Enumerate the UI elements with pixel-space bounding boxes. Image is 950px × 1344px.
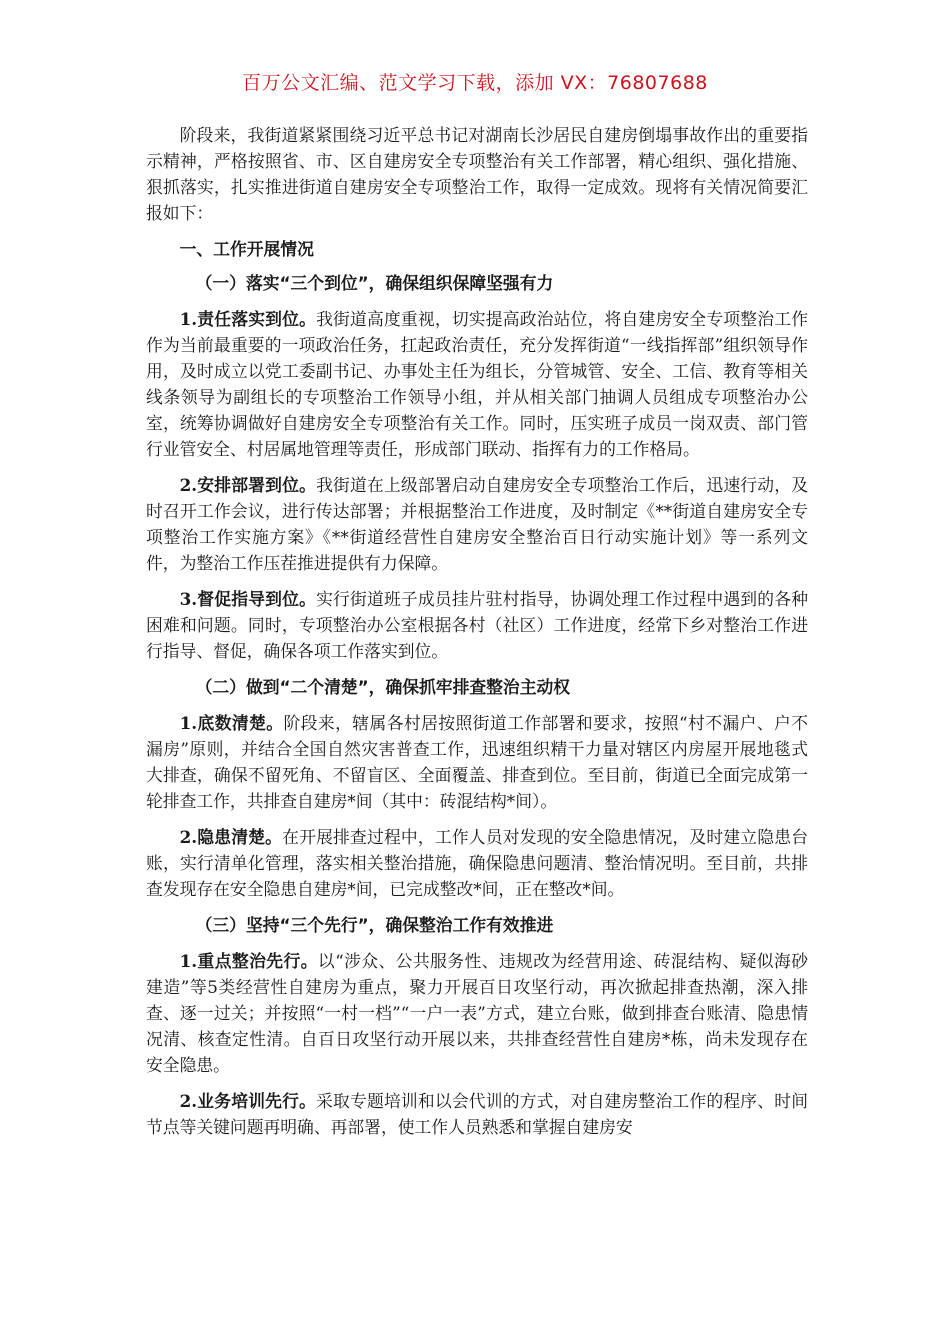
- list-item: [146, 1088, 808, 1140]
- item-heading: 1.重点整治先行。: [179, 951, 318, 971]
- list-item: [146, 710, 808, 814]
- subsection-heading: （一）落实“三个到位”，确保组织保障坚强有力: [195, 273, 554, 293]
- section-heading: 一、工作开展情况: [179, 239, 314, 259]
- list-item: [146, 824, 808, 902]
- header-banner: 百万公文汇编、范文学习下载，添加 VX：76807688: [242, 72, 708, 94]
- item-text: 以“涉众、公共服务性、违规改为经营用途、砖混结构、疑似海砂建造”等5类经营性自建房为重点，聚力开展百日攻坚行动，再次掀起排查热潮，深入排查、逐一过关；并按照“一村一档”“一户一表”方式，建立台账，做到排查台账清、隐患情况清、核查定性清。自百日攻坚行动开展以来，共排查经营性自建房*栋，尚未发现存在安全隐患。: [146, 951, 808, 1075]
- item-text: 我街道在上级部署启动自建房安全专项整治工作后，迅速行动，及时召开工作会议，进行传达部署；并根据整治工作进度，及时制定《**街道自建房安全专项整治工作实施方案》《**街道经营性自建房安全整治百日行动实施计划》等一系列文件，为整治工作压茬推进提供有力保障。: [146, 475, 808, 573]
- list-item: [146, 948, 808, 1078]
- item-heading: 2.业务培训先行。: [179, 1091, 317, 1111]
- item-text: 阶段来，辖属各村居按照街道工作部署和要求，按照“村不漏户、户不漏房”原则，并结合全国自然灾害普查工作，迅速组织精干力量对辖区内房屋开展地毯式大排查，确保不留死角、不留盲区、全面覆盖、排查到位。至目前，街道已全面完成第一轮排查工作，共排查自建房*间（其中：砖混结构*间）。: [146, 713, 808, 811]
- subsection-heading: （二）做到“二个清楚”，确保抓牢排查整治主动权: [195, 677, 571, 697]
- document-body: [146, 122, 808, 1150]
- item-heading: 3.督促指导到位。: [179, 589, 317, 609]
- item-text: 实行街道班子成员挂片驻村指导，协调处理工作过程中遇到的各种困难和问题。同时，专项整治办公室根据各村（社区）工作进度，经常下乡对整治工作进行指导、督促，确保各项工作落实到位。: [146, 589, 808, 661]
- subsection-heading: （三）坚持“三个先行”，确保整治工作有效推进: [195, 915, 554, 935]
- item-heading: 1.责任落实到位。: [179, 309, 317, 329]
- item-heading: 2.隐患清楚。: [179, 827, 283, 847]
- list-item: [146, 586, 808, 664]
- item-text: 采取专题培训和以会代训的方式，对自建房整治工作的程序、时间节点等关键问题再明确、再部署，使工作人员熟悉和掌握自建房安: [146, 1091, 808, 1137]
- item-text: 在开展排查过程中，工作人员对发现的安全隐患情况，及时建立隐患台账，实行清单化管理，落实相关整治措施，确保隐患问题清、整治情况明。至目前，共排查发现存在安全隐患自建房*间，已完成整改*间，正在整改*间。: [146, 827, 808, 899]
- item-text: 我街道高度重视，切实提高政治站位，将自建房安全专项整治工作作为当前最重要的一项政治任务，扛起政治责任，充分发挥街道“一线指挥部”组织领导作用，及时成立以党工委副书记、办事处主任为组长，分管城管、安全、工信、教育等相关线条领导为副组长的专项整治工作领导小组，并从相关部门抽调人员组成专项整治办公室，统筹协调做好自建房安全专项整治有关工作。同时，压实班子成员一岗双责、部门管行业管安全、村居属地管理等责任，形成部门联动、指挥有力的工作格局。: [146, 309, 808, 459]
- intro-paragraph: 阶段来，我街道紧紧围绕习近平总书记对湖南长沙居民自建房倒塌事故作出的重要指示精神，严格按照省、市、区自建房安全专项整治有关工作部署，精心组织、强化措施、狠抓落实，扎实推进街道自建房安全专项整治工作，取得一定成效。现将有关情况简要汇报如下：: [146, 125, 808, 223]
- list-item: [146, 306, 808, 462]
- list-item: [146, 472, 808, 576]
- item-heading: 2.安排部署到位。: [179, 475, 317, 495]
- item-heading: 1.底数清楚。: [179, 713, 284, 733]
